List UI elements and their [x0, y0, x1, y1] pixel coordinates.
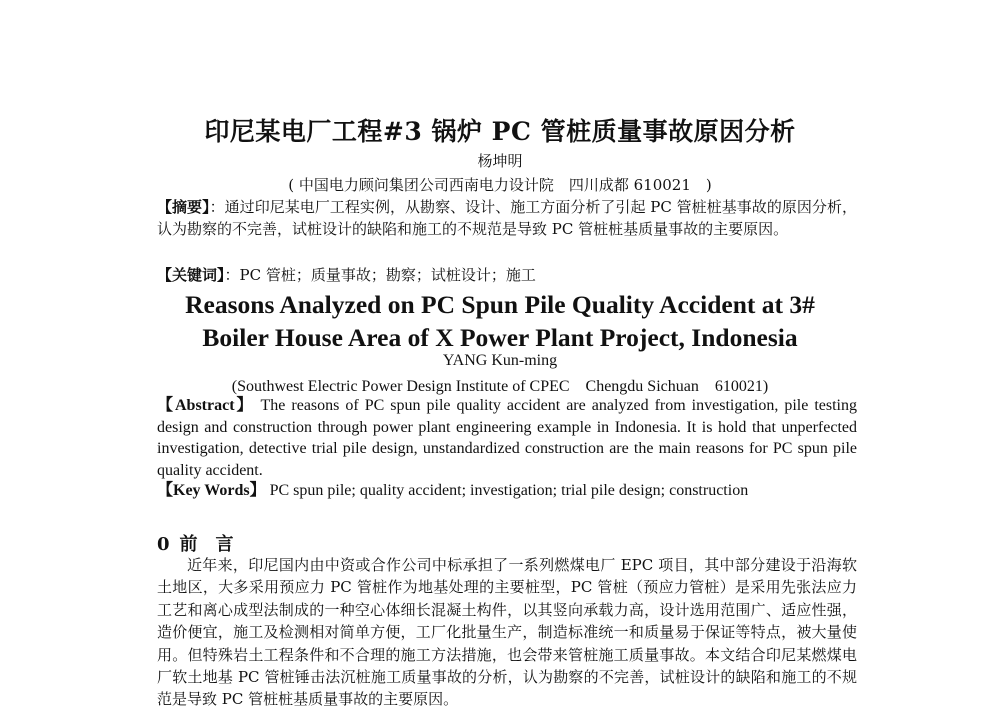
section-number: 0	[157, 534, 170, 555]
en-keywords-text: PC spun pile; quality accident; investigation; trial pile design; construction	[265, 482, 749, 499]
en-abstract-label: 【Abstract】	[157, 397, 255, 414]
en-keywords-label: 【Key Words】	[157, 482, 266, 499]
en-abstract-text: The reasons of PC spun pile quality accident are analyzed from investigation, pile testing design and construction through power plant engineering example in Indonesia. It is hold that unperfected investigation, detective trial pile design, unstandardized construction are the main reasons for PC spun pile quality accident.	[157, 397, 857, 479]
intro-paragraph: 近年来，印尼国内由中资或合作公司中标承担了一系列燃煤电厂 EPC 项目，其中部分建设于沿海软土地区，大多采用预应力 PC 管桩作为地基处理的主要桩型，PC 管桩（预应力管桩）是采用先张法应力工艺和离心成型法制成的一种空心体细长混凝土构件，以其竖向承载力高，设计选用范围广、适应性强，造价便宜，施工及检测相对简单方便，工厂化批量生产，制造标准统一和质量易于保证等特点，被大量使用。但特殊岩土工程条件和不合理的施工方法措施，也会带来管桩施工质量事故。本文结合印尼某燃煤电厂软土地基 PC 管桩锤击法沉桩施工质量事故的分析，认为勘察的不完善，试桩设计的缺陷和施工的不规范是导致 PC 管桩桩基质量事故的主要原因。	[157, 556, 857, 709]
cn-abstract	[157, 196, 857, 240]
cn-author: 杨坤明	[477, 152, 523, 170]
cn-abstract-text: ：通过印尼某电厂工程实例，从勘察、设计、施工方面分析了引起 PC 管桩桩基事故的原因分析，认为勘察的不完善，试桩设计的缺陷和施工的不规范是导致 PC 管桩桩基质量事故的主要原因。	[157, 198, 857, 238]
en-title-line-1: Reasons Analyzed on PC Spun Pile Quality Accident at 3#	[185, 290, 815, 319]
cn-keywords-text: ：PC 管桩；质量事故；勘察；试桩设计；施工	[224, 266, 536, 284]
en-affiliation: (Southwest Electric Power Design Institute of CPEC Chengdu Sichuan 610021)	[231, 378, 769, 395]
cn-affiliation: ( 中国电力顾问集团公司西南电力设计院 四川成都 610021 )	[288, 176, 712, 194]
section-title: 前 言	[179, 534, 234, 555]
en-keywords	[157, 480, 857, 502]
cn-keywords-label: 【关键词】	[157, 266, 225, 284]
en-abstract	[157, 395, 857, 481]
en-author: YANG Kun-ming	[442, 352, 558, 369]
section-heading	[157, 530, 234, 556]
en-title-line-2: Boiler House Area of X Power Plant Project, Indonesia	[202, 323, 798, 352]
cn-abstract-label: 【摘要】	[157, 198, 210, 216]
cn-keywords	[157, 264, 857, 286]
cn-title: 印尼某电厂工程#3 锅炉 PC 管桩质量事故原因分析	[204, 117, 796, 146]
